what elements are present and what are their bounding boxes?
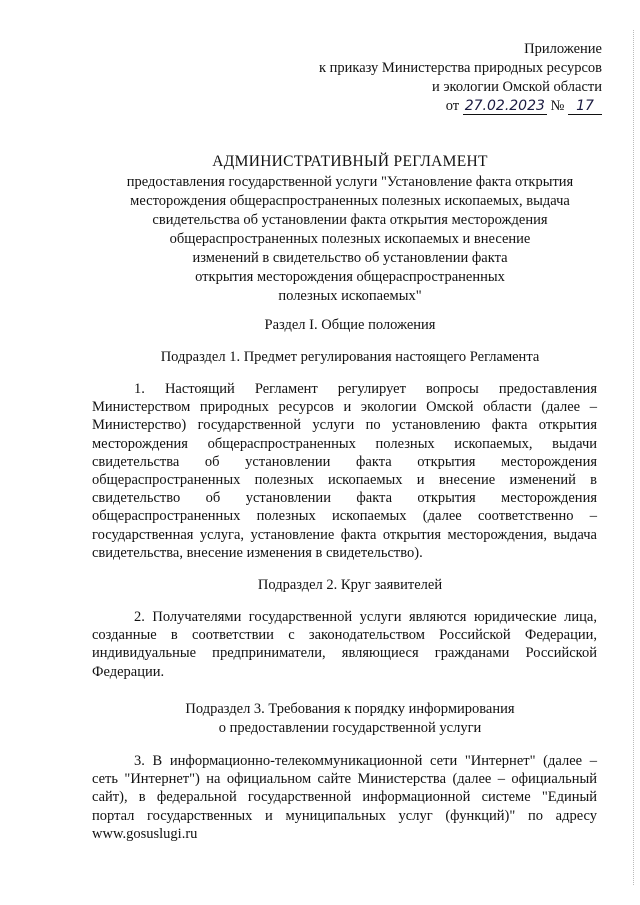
title-line: свидетельства об установлении факта открытия месторождения <box>152 212 548 228</box>
title-line: полезных ископаемых" <box>278 288 422 304</box>
paragraph-1 <box>92 380 597 562</box>
title-line: изменений в свидетельство об установлении факта <box>192 250 508 266</box>
scan-edge <box>631 30 634 885</box>
appendix-date-row <box>272 97 602 116</box>
paragraph-2-text: 2. Получателями государственной услуги являются юридические лица, созданные в соответствии с законодательством Российской Федерации, индивидуальные предприниматели, являющиеся гражданами Российской Федерации. <box>92 609 597 680</box>
paragraph-3 <box>92 752 597 843</box>
title-line: месторождения общераспространенных полезных ископаемых, выдача <box>130 193 570 209</box>
paragraph-1-text: 1. Настоящий Регламент регулирует вопросы предоставления Министерством природных ресурсов и экологии Омской области (далее – Министерство) государственной услуги по установлению факта открытия месторождения общераспространенных полезных ископаемых, выдачи свидетельства об установлении факта открытия месторождения общераспространенных полезных ископаемых и внесение изменений в свидетельство об установлении факта открытия месторождения общераспространенных полезных ископаемых (далее соответственно – государственная услуга, установление факта открытия месторождения, выдача свидетельства, внесение изменения в свидетельство). <box>92 381 597 561</box>
appendix-ministry: и экологии Омской области <box>431 79 602 95</box>
paragraph-2 <box>92 608 597 681</box>
handwritten-date: 27.02.2023 <box>464 98 545 114</box>
section-heading: Раздел I. Общие положения <box>264 317 436 333</box>
appendix-header <box>272 40 602 116</box>
title-line: открытия месторождения общераспространенных <box>195 269 505 285</box>
from-label: от <box>445 98 460 114</box>
appendix-title: Приложение <box>524 41 602 57</box>
subsection-3-line-1: Подраздел 3. Требования к порядку информирования <box>185 701 515 717</box>
subsection-heading-3 <box>92 700 608 738</box>
subsection-heading-1: Подраздел 1. Предмет регулирования настоящего Регламента <box>160 349 540 365</box>
paragraph-3-text: 3. В информационно-телекоммуникационной сети "Интернет" (далее – сеть "Интернет") на официальном сайте Министерства (далее – официальный сайт), в федеральной государственной информационной системе "Единый портал государственных и муниципальных услуг (функций)" по адресу www.gosuslugi.ru <box>92 753 597 842</box>
title-line: общераспространенных полезных ископаемых и внесение <box>169 231 531 247</box>
document-title <box>92 152 608 306</box>
subsection-3-line-2: о предоставлении государственной услуги <box>218 720 482 736</box>
subsection-heading-2: Подраздел 2. Круг заявителей <box>257 577 443 593</box>
appendix-order: к приказу Министерства природных ресурсов <box>318 60 602 76</box>
title-line: предоставления государственной услуги "Установление факта открытия <box>126 174 574 190</box>
handwritten-number: 17 <box>568 99 602 115</box>
number-label: № <box>550 98 565 114</box>
title-main: АДМИНИСТРАТИВНЫЙ РЕГЛАМЕНТ <box>212 153 488 170</box>
